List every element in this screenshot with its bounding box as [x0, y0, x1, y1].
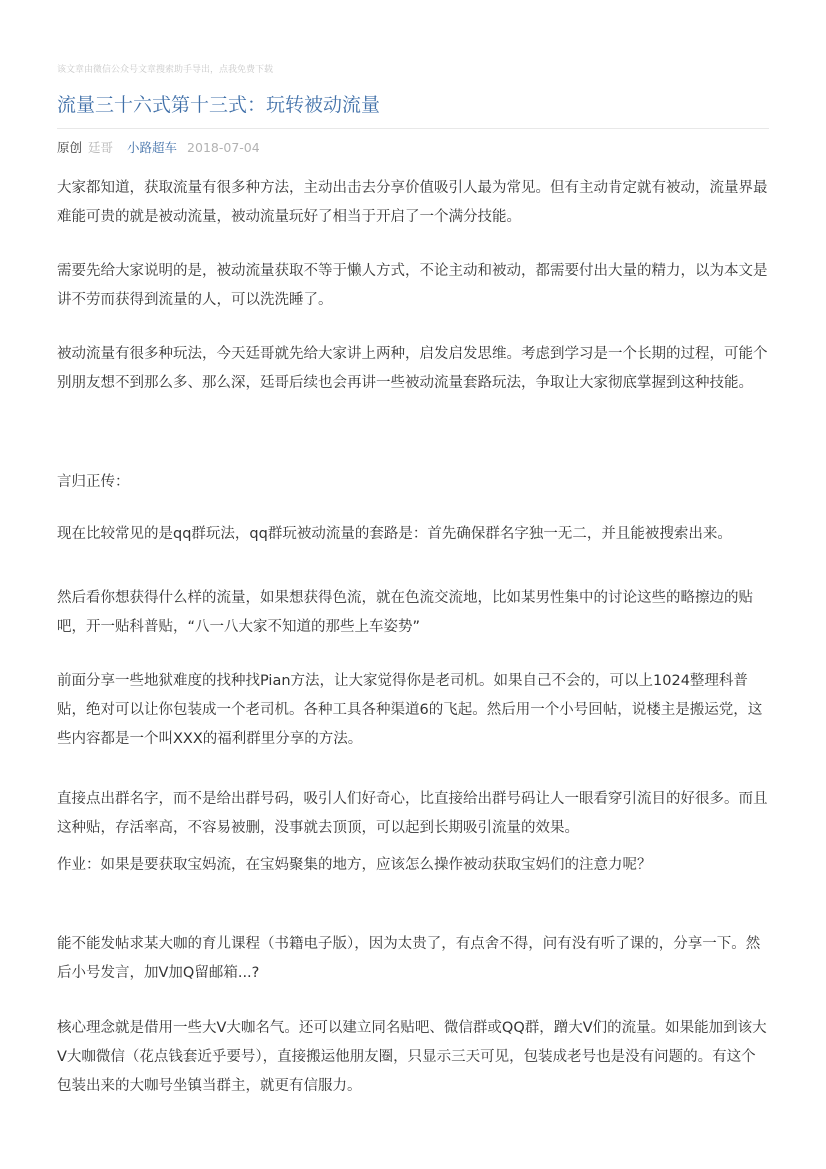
publish-date: 2018-07-04 — [187, 140, 260, 155]
paragraph-9: 作业：如果是要获取宝妈流，在宝妈聚集的地方，应该怎么操作被动获取宝妈们的注意力呢？ — [57, 857, 652, 873]
article-meta — [57, 139, 270, 157]
original-label: 原创 — [57, 140, 83, 155]
paragraph-8: 直接点出群名字，而不是给出群号码，吸引人们好奇心，比直接给出群号码让人一眼看穿引流目的好很多。而且这种贴，存活率高，不容易被删，没事就去顶顶，可以起到长期吸引流量的效果。 — [57, 791, 768, 836]
paragraph-6: 然后看你想获得什么样的流量，如果想获得色流，就在色流交流地，比如某男性集中的讨论这些的略擦边的贴吧，开一贴科普贴，“八一八大家不知道的那些上车姿势” — [57, 590, 753, 635]
paragraph-7: 前面分享一些地狱难度的找种找Pian方法，让大家觉得你是老司机。如果自己不会的，可以上1024整理科普贴，绝对可以让你包装成一个老司机。各种工具各种渠道6的飞起。然后用一个小号回帖，说楼主是搬运党，这些内容都是一个叫XXX的福利群里分享的方法。 — [57, 673, 763, 747]
paragraph-4: 言归正传： — [57, 474, 130, 490]
paragraph-10: 能不能发帖求某大咖的育儿课程（书籍电子版），因为太贵了，有点舍不得，问有没有听了课的，分享一下。然后小号发言，加V加Q留邮箱...? — [57, 936, 761, 981]
paragraph-5: 现在比较常见的是qq群玩法，qq群玩被动流量的套路是：首先确保群名字独一无二，并且能被搜索出来。 — [57, 526, 732, 542]
article-title: 流量三十六式第十三式：玩转被动流量 — [57, 90, 769, 129]
account-name-link[interactable]: 小路超车 — [127, 140, 178, 155]
paragraph-2: 需要先给大家说明的是，被动流量获取不等于懒人方式，不论主动和被动，都需要付出大量的精力，以为本文是讲不劳而获得到流量的人，可以洗洗睡了。 — [57, 263, 768, 308]
paragraph-3: 被动流量有很多种玩法，今天廷哥就先给大家讲上两种，启发启发思维。考虑到学习是一个长期的过程，可能个别朋友想不到那么多、那么深，廷哥后续也会再讲一些被动流量套路玩法，争取让大家彻底掌握到这种技能。 — [57, 346, 768, 391]
paragraph-1: 大家都知道，获取流量有很多种方法，主动出击去分享价值吸引人最为常见。但有主动肯定就有被动，流量界最难能可贵的就是被动流量，被动流量玩好了相当于开启了一个满分技能。 — [57, 180, 768, 225]
paragraph-11: 核心理念就是借用一些大V大咖名气。还可以建立同名贴吧、微信群或QQ群，蹭大V们的流量。如果能加到该大V大咖微信（花点钱套近乎要号），直接搬运他朋友圈，只显示三天可见，包装成老号也是没有问题的。有这个包装出来的大咖号坐镇当群主，就更有信服力。 — [57, 1020, 767, 1094]
author-name: 廷哥 — [88, 140, 114, 155]
export-note-link[interactable]: 该文章由微信公众号文章搜索助手导出，点我免费下载 — [57, 65, 274, 75]
